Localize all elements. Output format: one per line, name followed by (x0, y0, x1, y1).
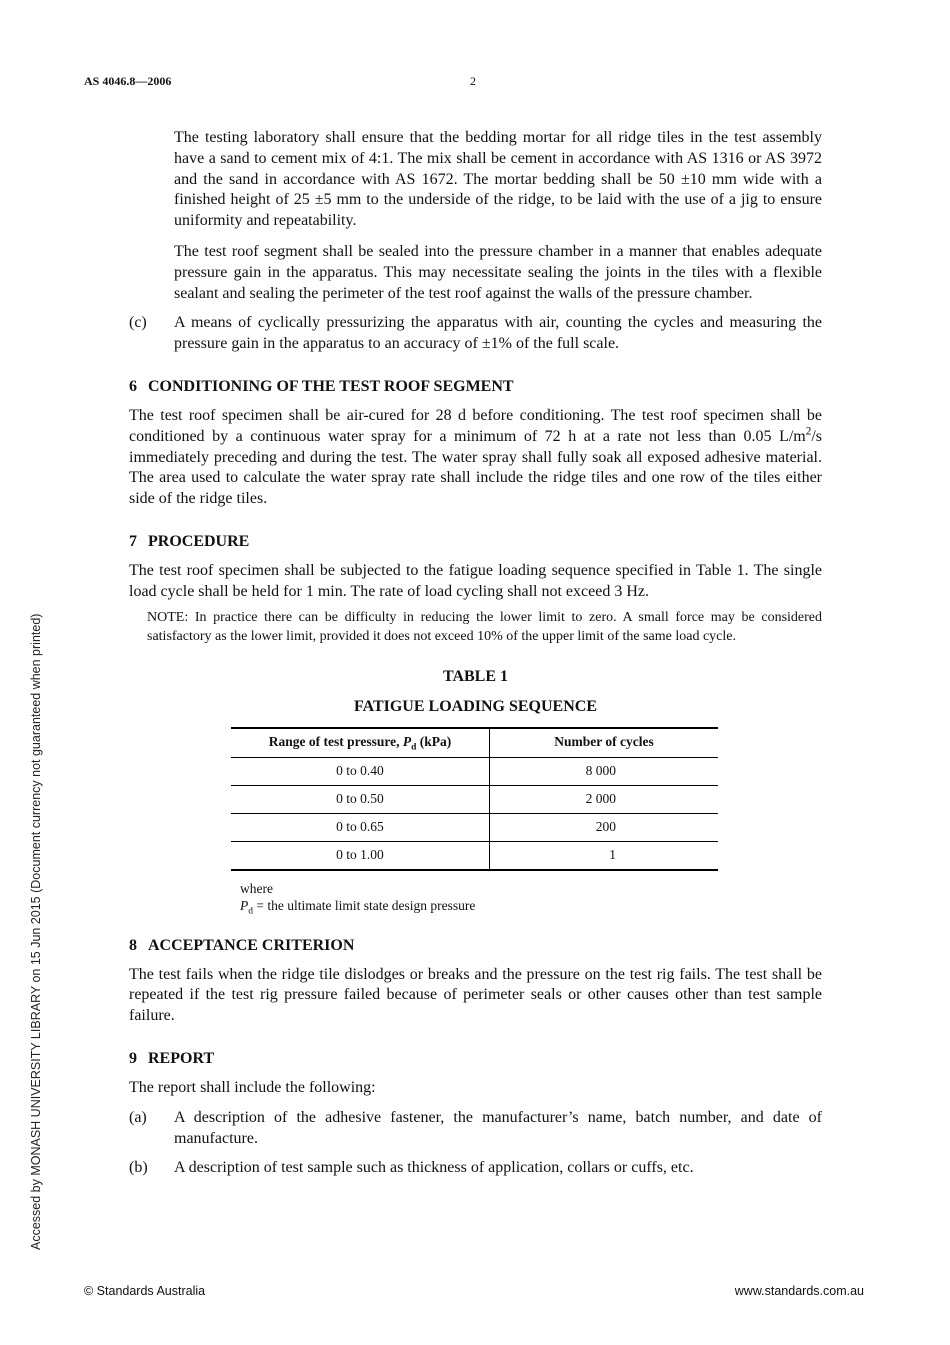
table-header-row (231, 728, 718, 758)
table-row (231, 841, 718, 870)
section-6-heading (129, 377, 822, 397)
range-cell: 0 to 1.00 (231, 841, 490, 870)
page-body (129, 128, 822, 1179)
table-row (231, 757, 718, 785)
section-title: ACCEPTANCE CRITERION (148, 936, 355, 954)
cycles-cell: 1 (490, 841, 719, 870)
table-footnote (240, 880, 822, 917)
where-label: where (240, 880, 273, 896)
table-title: FATIGUE LOADING SEQUENCE (354, 697, 597, 715)
range-cell: 0 to 0.50 (231, 785, 490, 813)
section-7-heading (129, 532, 822, 552)
list-label: (c) (129, 314, 147, 332)
page-number: 2 (470, 74, 476, 88)
section-number: 8 (129, 936, 137, 954)
mortar-paragraph: The testing laboratory shall ensure that the bedding mortar for all ridge tiles in the test assembly have a sand to cement mix of 4:1. The mix shall be cement in accordance with AS 1316 or AS 3972 and the sand in accordance with AS 1672. The mortar bedding shall be 50 ±10 mm wide with a finished height of 25 ±5 mm to the underside of the ridge, to be laid with the use of a jig to ensure uniformity and repeatability. (174, 129, 822, 230)
section-8-heading (129, 936, 822, 956)
section-7-text: The test roof specimen shall be subjected to the fatigue loading sequence specified in Table 1. The single load cycle shall be held for 1 min. The rate of load cycling shall not exceed 3 Hz. (129, 561, 822, 600)
procedure-note: NOTE: In practice there can be difficulty in reducing the lower limit to zero. A small force may be considered satisfactory as the lower limit, provided it does not exceed 10% of the upper limit of the same load cycle. (147, 609, 822, 645)
list-text: A description of the adhesive fastener, the manufacturer’s name, batch number, and date of manufacture. (174, 1108, 822, 1147)
cycles-cell: 200 (490, 813, 719, 841)
section-title: PROCEDURE (148, 532, 250, 550)
col-header-range: Range of test pressure, $P_d$ (kPa) (231, 728, 490, 758)
section-9-intro: The report shall include the following: (129, 1078, 376, 1096)
range-cell: 0 to 0.40 (231, 757, 490, 785)
footer-copyright: © Standards Australia (84, 1284, 206, 1298)
table-caption: TABLE 1 (442, 667, 509, 685)
list-item-b (129, 1158, 822, 1179)
fatigue-table (231, 727, 718, 871)
sealing-paragraph: The test roof segment shall be sealed into the pressure chamber in a manner that enables adequate pressure gain in the apparatus. This may necessitate sealing the joints in the tiles with a flexible sealant and sealing the perimeter of the test roof against the walls of the pressure chamber. (174, 242, 822, 302)
list-item-a (129, 1108, 822, 1150)
section-9-heading (129, 1049, 822, 1069)
list-item-c (129, 313, 822, 355)
cycles-cell: 8 000 (490, 757, 719, 785)
section-title: CONDITIONING OF THE TEST ROOF SEGMENT (148, 377, 514, 395)
document-code: AS 4046.8—2006 (84, 74, 172, 88)
range-cell: 0 to 0.65 (231, 813, 490, 841)
section-number: 9 (129, 1049, 137, 1067)
list-label: (b) (129, 1159, 148, 1177)
symbol-definition: $P_d$ = the ultimate limit state design pressure (240, 897, 476, 917)
table-row (231, 813, 718, 841)
table-row (231, 785, 718, 813)
section-8-text: The test fails when the ridge tile dislodges or breaks and the pressure on the test rig fails. The test shall be repeated if the test rig pressure failed because of perimeter seals or other causes other than test sample failure. (129, 965, 822, 1025)
section-number: 7 (129, 532, 137, 550)
list-text: A description of test sample such as thickness of application, collars or cuffs, etc. (174, 1159, 694, 1177)
list-text: A means of cyclically pressurizing the apparatus with air, counting the cycles and measuring the pressure gain in the apparatus to an accuracy of ±1% of the full scale. (174, 314, 822, 353)
list-label: (a) (129, 1108, 147, 1126)
section-title: REPORT (148, 1049, 215, 1067)
footer-website: www.standards.com.au (734, 1284, 864, 1298)
section-6-text: The test roof specimen shall be air-cured for 28 d before conditioning. The test roof specimen shall be conditioned by a continuous water spray for a minimum of 72 h at a rate not less than 0.05 $L/m^2/s$ immediately preceding and during the test. The water spray shall fully soak all exposed adhesive material. The area used to calculate the water spray rate shall include the ridge tiles and one row of the tiles either side of the ridge tiles. (129, 406, 822, 508)
section-number: 6 (129, 377, 137, 395)
col-header-cycles: Number of cycles (490, 728, 719, 758)
access-watermark: Accessed by MONASH UNIVERSITY LIBRARY on 15 Jun 2015 (Document currency not guaranteed when printed) (29, 613, 43, 1250)
cycles-cell: 2 000 (490, 785, 719, 813)
